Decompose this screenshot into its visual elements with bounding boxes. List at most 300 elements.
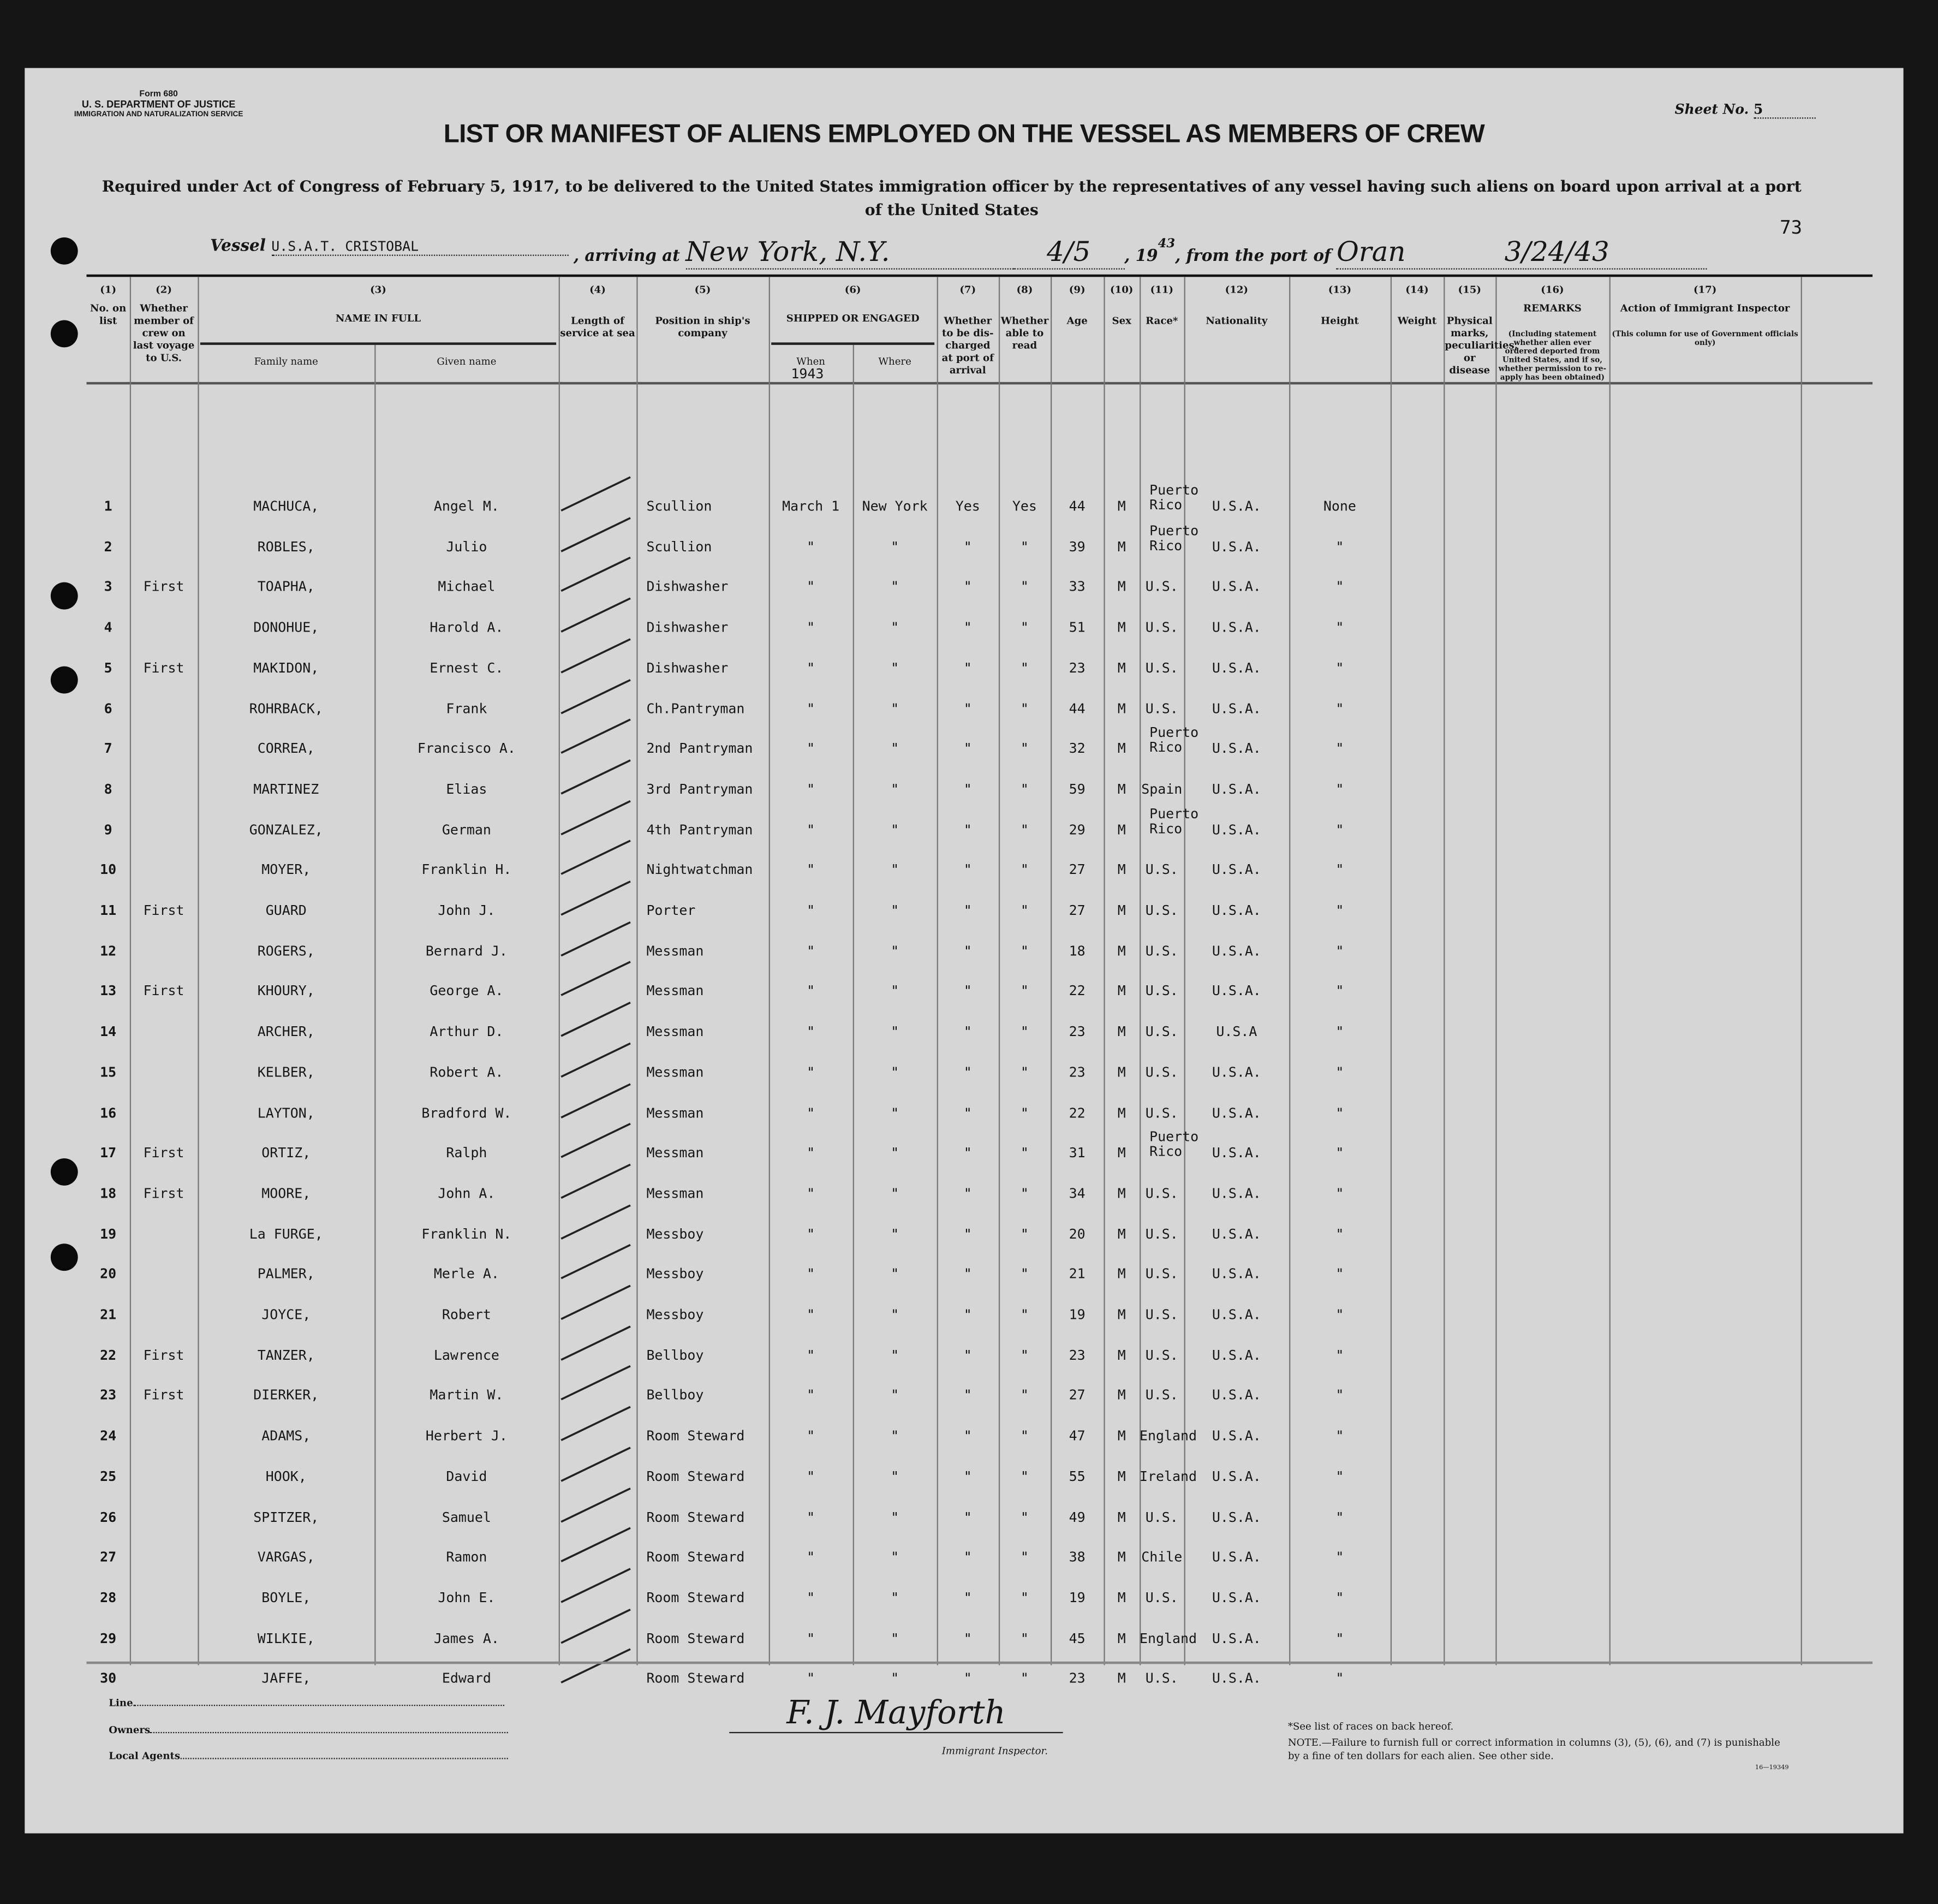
able-to-read: " [1020,862,1029,878]
sex: M [1117,1468,1126,1485]
discharged: " [963,902,972,919]
check-mark-icon [559,716,637,758]
physical-marks: " [1335,579,1344,596]
check-mark-icon [559,837,637,879]
position: Room Steward [646,1670,745,1687]
race: Puerto Rico [1149,724,1199,756]
race: U.S. [1145,1306,1178,1323]
shipped-when: " [807,1185,815,1202]
nationality: U.S.A. [1212,822,1261,838]
physical-marks: " [1335,1266,1344,1283]
shipped-where: " [891,781,899,798]
form-number: Form 680 [139,90,178,99]
physical-marks: " [1335,700,1344,717]
sex: M [1117,1670,1126,1687]
position: Scullion [646,498,712,515]
owners-label: Owners [109,1723,151,1736]
shipped-when: " [807,943,815,959]
row-number: 14 [100,1024,117,1040]
shipped-where: New York [862,498,928,515]
physical-marks: " [1335,1590,1344,1606]
age: 49 [1069,1509,1086,1525]
physical-marks: " [1335,862,1344,878]
physical-marks: " [1335,740,1344,757]
prior-voyage: First [143,1347,184,1364]
family-name: HOOK, [265,1468,307,1485]
nationality: U.S.A. [1212,1549,1261,1566]
footer-note: NOTE.—Failure to furnish full or correct information in columns (3), (5), (6), and (7) is punishable by a fine of ten dollars for each alien. See other side. [1287,1736,1780,1762]
shipped-where: " [891,1549,899,1566]
prior-voyage: First [143,579,184,596]
table-row [87,773,1873,811]
race: U.S. [1145,659,1178,676]
shipped-when: " [807,1590,815,1606]
sex: M [1117,1145,1126,1161]
discharged: " [963,1145,972,1161]
punch-hole [51,320,78,348]
race: U.S. [1145,902,1178,919]
discharged: " [963,1427,972,1444]
discharged: " [963,1468,972,1485]
shipped-when: " [807,1549,815,1566]
table-row [87,1380,1873,1417]
family-name: PALMER, [257,1266,315,1283]
position: Bellboy [646,1387,704,1404]
shipped-where: " [891,943,899,959]
physical-marks: " [1335,1468,1344,1485]
check-mark-icon [559,1605,637,1647]
sex: M [1117,619,1126,636]
row-number: 19 [100,1225,117,1242]
able-to-read: " [1020,1590,1029,1606]
able-to-read: " [1020,538,1029,555]
shipped-where: " [891,1590,899,1606]
column-number: (5) [694,283,711,296]
row-number: 10 [100,862,117,878]
punch-hole [51,1243,78,1271]
vessel-label: Vessel [210,237,266,256]
nationality: U.S.A. [1212,1064,1261,1080]
race: U.S. [1145,983,1178,999]
row-number: 21 [100,1306,117,1323]
check-mark-icon [559,1201,637,1243]
table-row [87,1016,1873,1054]
shipped-when: " [807,862,815,878]
column-number: (1) [100,283,117,296]
table-row [87,522,1873,568]
physical-marks: " [1335,1670,1344,1687]
discharged: " [963,1387,972,1404]
discharged: " [963,862,972,878]
table-row [87,1501,1873,1538]
sex: M [1117,1347,1126,1364]
family-name: DONOHUE, [253,619,319,636]
service: IMMIGRATION AND NATURALIZATION SERVICE [74,111,243,119]
table-row [87,895,1873,932]
table-row [87,1582,1873,1620]
given-name: James A. [433,1630,499,1646]
sex: M [1117,700,1126,717]
table-row [87,805,1873,852]
nationality: U.S.A. [1212,1509,1261,1525]
position: 2nd Pantryman [646,740,753,757]
physical-marks: " [1335,1630,1344,1646]
age: 23 [1069,1347,1086,1364]
race: Puerto Rico [1149,1129,1199,1160]
nationality: U.S.A. [1212,700,1261,717]
race: England [1140,1427,1197,1444]
column-header: Sex [1112,314,1131,326]
check-mark-icon [559,1282,637,1324]
position: Messman [646,1064,704,1080]
family-name: JOYCE, [261,1306,311,1323]
age: 23 [1069,1670,1086,1687]
year-prefix: , 19 [1124,247,1158,266]
crew-table [87,275,1873,1687]
age: 20 [1069,1225,1086,1242]
physical-marks: " [1335,1427,1344,1444]
able-to-read: " [1020,1549,1029,1566]
row-number: 28 [100,1590,117,1606]
able-to-read: " [1020,1064,1029,1080]
family-name: ROHRBACK, [249,700,323,717]
shipped-when: " [807,1468,815,1485]
discharged: " [963,538,972,555]
check-mark-icon [559,1323,637,1365]
able-to-read: " [1020,1427,1029,1444]
table-bottom-rule [87,1662,1873,1664]
header-divider [87,382,1873,385]
check-mark-icon [559,757,637,799]
column-number: (16) [1541,283,1564,296]
given-name: Franklin H. [421,862,512,878]
nationality: U.S.A. [1212,1347,1261,1364]
prior-voyage: First [143,983,184,999]
nationality: U.S.A. [1212,579,1261,596]
sheet-value: 5 [1754,102,1815,119]
check-mark-icon [559,1646,637,1688]
shipped-where: " [891,862,899,878]
position: Messman [646,943,704,959]
column-header: Age [1066,314,1088,326]
age: 22 [1069,1104,1086,1121]
shipped-where: " [891,700,899,717]
physical-marks: " [1335,1185,1344,1202]
shipped-when: " [807,781,815,798]
table-row [87,693,1873,730]
family-name: TANZER, [257,1347,315,1364]
punch-hole [51,237,78,265]
able-to-read: " [1020,579,1029,596]
physical-marks: " [1335,619,1344,636]
check-mark-icon [559,1363,637,1405]
position: Room Steward [646,1509,745,1525]
discharged: " [963,659,972,676]
shipped-when: " [807,1306,815,1323]
sex: M [1117,1509,1126,1525]
check-mark-icon [559,1403,637,1445]
position: 3rd Pantryman [646,781,753,798]
physical-marks: " [1335,983,1344,999]
able-to-read: " [1020,1468,1029,1485]
shipped-when: " [807,659,815,676]
race: England [1140,1630,1197,1646]
check-mark-icon [559,797,637,839]
row-number: 29 [100,1630,117,1646]
row-number: 13 [100,983,117,999]
given-name: Bernard J. [425,943,508,959]
family-name: VARGAS, [257,1549,315,1566]
race: U.S. [1145,1104,1178,1121]
physical-marks: " [1335,1145,1344,1161]
discharged: " [963,1266,972,1283]
position: Dishwasher [646,619,729,636]
given-name: Martin W. [430,1387,504,1404]
nationality: U.S.A. [1212,740,1261,757]
shipped-where: " [891,659,899,676]
nationality: U.S.A. [1212,983,1261,999]
given-name: Ramon [446,1549,487,1566]
given-name: Francisco A. [417,740,516,757]
page-stamp: 73 [1780,216,1803,239]
nationality: U.S.A [1216,1024,1257,1040]
age: 51 [1069,619,1086,636]
shipped-where: " [891,902,899,919]
age: 39 [1069,538,1086,555]
sex: M [1117,1024,1126,1040]
table-row [87,724,1873,770]
departure-field [1337,237,1707,270]
sex: M [1117,538,1126,555]
family-name: KHOURY, [257,983,315,999]
column-header: Length of service at sea [560,314,635,339]
physical-marks: " [1335,1509,1344,1525]
physical-marks: " [1335,1104,1344,1121]
position: Ch.Pantryman [646,700,745,717]
sex: M [1117,498,1126,515]
arrival-field [574,237,1708,270]
row-number: 22 [100,1347,117,1364]
given-name: John J. [438,902,496,919]
age: 45 [1069,1630,1086,1646]
discharged: " [963,781,972,798]
race: U.S. [1145,1185,1178,1202]
sex: M [1117,1104,1126,1121]
column-header: SHIPPED OR ENGAGED [786,311,920,324]
check-mark-icon [559,514,637,556]
family-name: MAKIDON, [253,659,319,676]
shipped-where: " [891,1509,899,1525]
sex: M [1117,822,1126,838]
column-number: (9) [1069,283,1086,296]
discharged: " [963,619,972,636]
nationality: U.S.A. [1212,902,1261,919]
nationality: U.S.A. [1212,1145,1261,1161]
row-number: 11 [100,902,117,919]
able-to-read: " [1020,1225,1029,1242]
column-number: (14) [1405,283,1429,296]
shipped-when: " [807,740,815,757]
age: 47 [1069,1427,1086,1444]
race: U.S. [1145,943,1178,959]
physical-marks: " [1335,659,1344,676]
shipped-when: " [807,700,815,717]
position: Messman [646,1145,704,1161]
position: Messboy [646,1225,704,1242]
nationality: U.S.A. [1212,1590,1261,1606]
discharged: " [963,1024,972,1040]
discharged: " [963,1670,972,1687]
able-to-read: Yes [1012,498,1037,515]
discharged: " [963,822,972,838]
given-name: Ernest C. [430,659,504,676]
family-name: MOORE, [261,1185,311,1202]
table-row [87,1057,1873,1094]
sex: M [1117,1306,1126,1323]
able-to-read: " [1020,781,1029,798]
check-mark-icon [559,999,637,1041]
age: 19 [1069,1306,1086,1323]
shipped-year: 1943 [791,366,824,382]
family-name: KELBER, [257,1064,315,1080]
family-name: CORREA, [257,740,315,757]
table-row [87,482,1873,528]
nationality: U.S.A. [1212,1630,1261,1646]
column-number: (2) [156,283,172,296]
subheader-rule [771,342,934,344]
row-number: 23 [100,1387,117,1404]
sex: M [1117,1630,1126,1646]
inspector-signature: F. J. Mayforth [729,1695,1063,1733]
check-mark-icon [559,1241,637,1283]
sex: M [1117,659,1126,676]
departure-port: Oran [1336,237,1406,269]
check-mark-icon [559,1120,637,1162]
able-to-read: " [1020,700,1029,717]
column-number: (10) [1110,283,1134,296]
shipped-where: " [891,1024,899,1040]
able-to-read: " [1020,1024,1029,1040]
position: Dishwasher [646,659,729,676]
discharged: " [963,1630,972,1646]
physical-marks: " [1335,1347,1344,1364]
column-number: (11) [1150,283,1173,296]
check-mark-icon [559,676,637,718]
column-header: Whether to be dis-charged at port of arrival [941,314,994,376]
column-number: (15) [1458,283,1481,296]
table-row [87,1542,1873,1579]
discharged: " [963,740,972,757]
table-row [87,1420,1873,1457]
check-mark-icon [559,635,637,677]
column-number: (12) [1225,283,1248,296]
row-number: 15 [100,1064,117,1080]
race: Puerto Rico [1149,522,1199,554]
table-row [87,936,1873,973]
race: U.S. [1145,579,1178,596]
nationality: U.S.A. [1212,1670,1261,1687]
shipped-when: " [807,538,815,555]
table-row [87,976,1873,1013]
family-name: ROGERS, [257,943,315,959]
able-to-read: " [1020,740,1029,757]
table-row [87,855,1873,892]
given-name: German [442,822,491,838]
manifest-sheet [25,68,1903,1834]
column-number: (17) [1693,283,1717,296]
check-mark-icon [559,1080,637,1122]
sex: M [1117,1064,1126,1080]
departure-date: 3/24/43 [1504,237,1609,269]
shipped-when: " [807,983,815,999]
position: Room Steward [646,1549,745,1566]
check-mark-icon [559,473,637,515]
able-to-read: " [1020,1347,1029,1364]
able-to-read: " [1020,1266,1029,1283]
discharged: " [963,1549,972,1566]
department: U. S. DEPARTMENT OF JUSTICE [81,99,236,110]
given-name: Julio [446,538,487,555]
age: 18 [1069,943,1086,959]
races-note: *See list of races on back hereof. [1287,1721,1454,1732]
shipped-when: " [807,1670,815,1687]
discharged: " [963,579,972,596]
nationality: U.S.A. [1212,1468,1261,1485]
column-header: Whether able to read [1000,314,1049,352]
row-number: 5 [104,659,112,676]
given-name: Robert A. [430,1064,504,1080]
race: U.S. [1145,1266,1178,1283]
position: Room Steward [646,1427,745,1444]
race: U.S. [1145,1670,1178,1687]
age: 38 [1069,1549,1086,1566]
age: 23 [1069,1064,1086,1080]
shipped-when: " [807,579,815,596]
row-number: 20 [100,1266,117,1283]
check-mark-icon [559,554,637,596]
check-mark-icon [559,1039,637,1081]
given-name: John A. [438,1185,496,1202]
shipped-where: " [891,1104,899,1121]
physical-marks: " [1335,781,1344,798]
table-row [87,1623,1873,1660]
owners-field [109,1723,509,1736]
column-header: NAME IN FULL [335,311,421,324]
age: 19 [1069,1590,1086,1606]
able-to-read: " [1020,1509,1029,1525]
discharged: " [963,1225,972,1242]
physical-marks: " [1335,1306,1344,1323]
line-field [109,1696,504,1709]
physical-marks: " [1335,822,1344,838]
column-number: (3) [370,283,386,296]
row-number: 1 [104,498,112,515]
nationality: U.S.A. [1212,1104,1261,1121]
nationality: U.S.A. [1212,1306,1261,1323]
shipped-where: " [891,579,899,596]
family-name: TOAPHA, [257,579,315,596]
check-mark-icon [559,1484,637,1526]
discharged: " [963,1185,972,1202]
form-identifier [74,90,243,120]
family-name: WILKIE, [257,1630,315,1646]
table-row [87,572,1873,609]
row-number: 4 [104,619,112,636]
able-to-read: " [1020,943,1029,959]
shipped-where: " [891,1145,899,1161]
column-number: (7) [959,283,976,296]
column-header: No. on list [90,301,127,326]
